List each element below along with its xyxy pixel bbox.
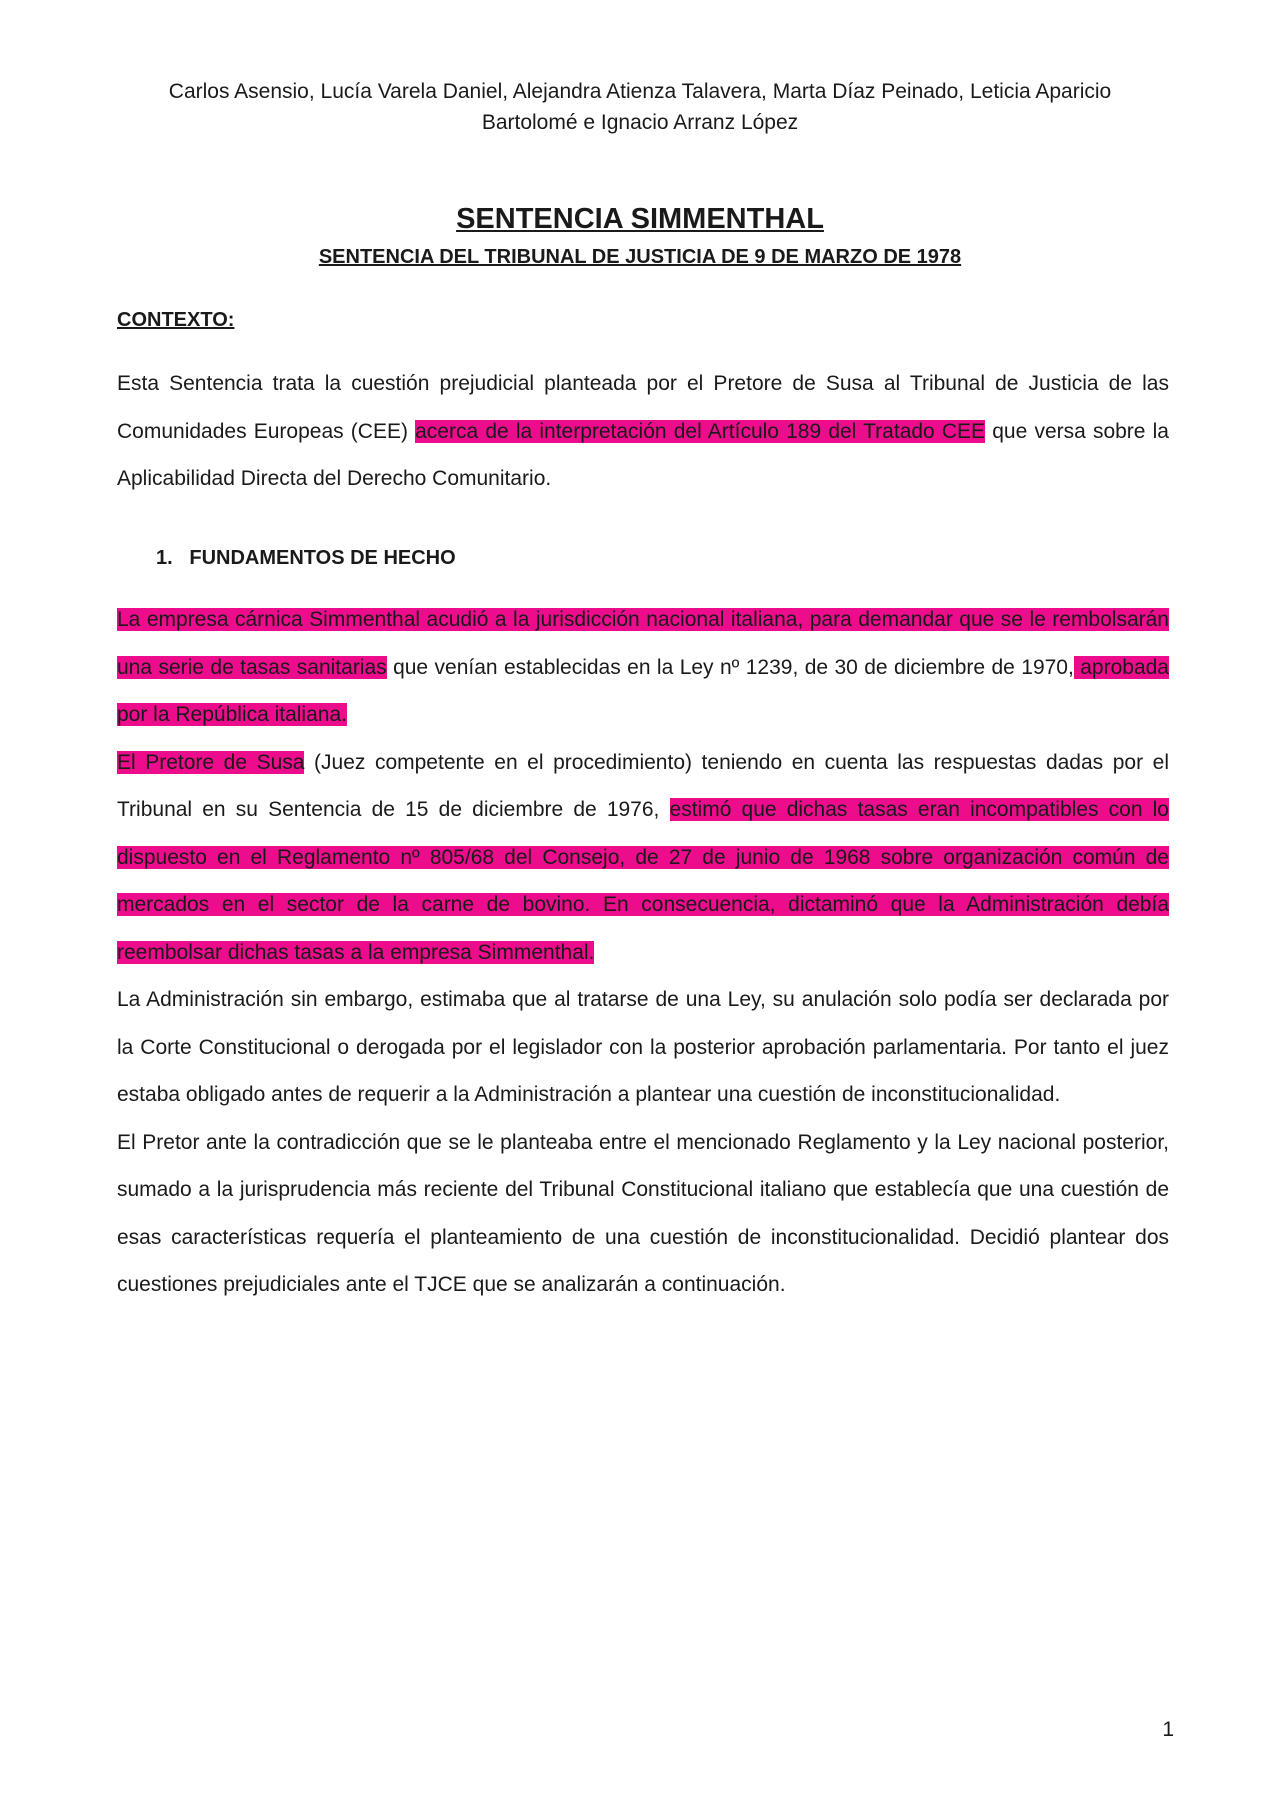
contexto-paragraph	[117, 360, 1169, 503]
section-heading-fundamentos	[156, 544, 456, 572]
highlight-articulo-189: acerca de la interpretación del Artículo 189 del Tratado CEE	[415, 419, 986, 443]
contexto-label: CONTEXTO:	[117, 309, 235, 331]
highlight-republica-italiana: aprobada por la República italiana.	[117, 655, 1169, 726]
section-number: 1.	[156, 547, 173, 569]
highlight-pretore-susa: El Pretore de Susa	[117, 750, 305, 774]
hechos-p2-text: (Juez competente en el procedimiento) teniendo en cuenta las respuestas dadas por el Tribunal en su Sentencia de 15 de diciembre de 1976,	[117, 750, 1169, 821]
contexto-text-a: Esta Sentencia trata la cuestión prejudicial planteada por el Pretore de Susa al Tribunal de Justicia de las Comunidades Europeas (CEE)	[117, 372, 1169, 443]
highlight-tasas-incompatibles: estimó que dichas tasas eran incompatibles con lo dispuesto en el Reglamento nº 805/68 del Consejo, de 27 de junio de 1968 sobre organización común de mercados en el sector de la carne de bovino. En consecuencia, dictaminó que la Administración debía reembolsar dichas tasas a la empresa Simmenthal.	[117, 798, 1169, 964]
hechos-paragraph-1	[117, 596, 1169, 739]
section-heading-text: FUNDAMENTOS DE HECHO	[189, 547, 456, 569]
hechos-paragraph-2	[117, 739, 1169, 977]
highlight-simmenthal-demanda: La empresa cárnica Simmenthal acudió a la jurisdicción nacional italiana, para demandar que se le rembolsarán una serie de tasas sanitarias	[117, 608, 1169, 679]
page-number: 1	[1162, 1718, 1174, 1741]
hechos-body	[117, 596, 1169, 1309]
contexto-text-b: que versa sobre la Aplicabilidad Directa del Derecho Comunitario.	[117, 419, 1169, 490]
hechos-paragraph-3: La Administración sin embargo, estimaba que al tratarse de una Ley, su anulación solo podía ser declarada por la Corte Constitucional o derogada por el legislador con la posterior aprobación parlamentaria. Por tanto el juez estaba obligado antes de requerir a la Administración a plantear una cuestión de inconstitucionalidad.	[117, 988, 1169, 1106]
document-title: SENTENCIA SIMMENTHAL	[456, 203, 824, 235]
hechos-paragraph-4: El Pretor ante la contradicción que se le planteaba entre el mencionado Reglamento y la Ley nacional posterior, sumado a la jurisprudencia más reciente del Tribunal Constitucional italiano que establecía que una cuestión de esas características requería el planteamiento de una cuestión de inconstitucionalidad. Decidió plantear dos cuestiones prejudiciales ante el TJCE que se analizarán a continuación.	[117, 1130, 1169, 1296]
authors-header	[110, 76, 1170, 138]
document-subtitle: SENTENCIA DEL TRIBUNAL DE JUSTICIA DE 9 DE MARZO DE 1978	[318, 246, 962, 268]
authors-line-1: Carlos Asensio, Lucía Varela Daniel, Alejandra Atienza Talavera, Marta Díaz Peinado, Leticia Aparicio	[168, 80, 1112, 103]
authors-line-2: Bartolomé e Ignacio Arranz López	[481, 111, 799, 134]
hechos-p1-text: que venían establecidas en la Ley nº 1239, de 30 de diciembre de 1970,	[386, 655, 1074, 679]
